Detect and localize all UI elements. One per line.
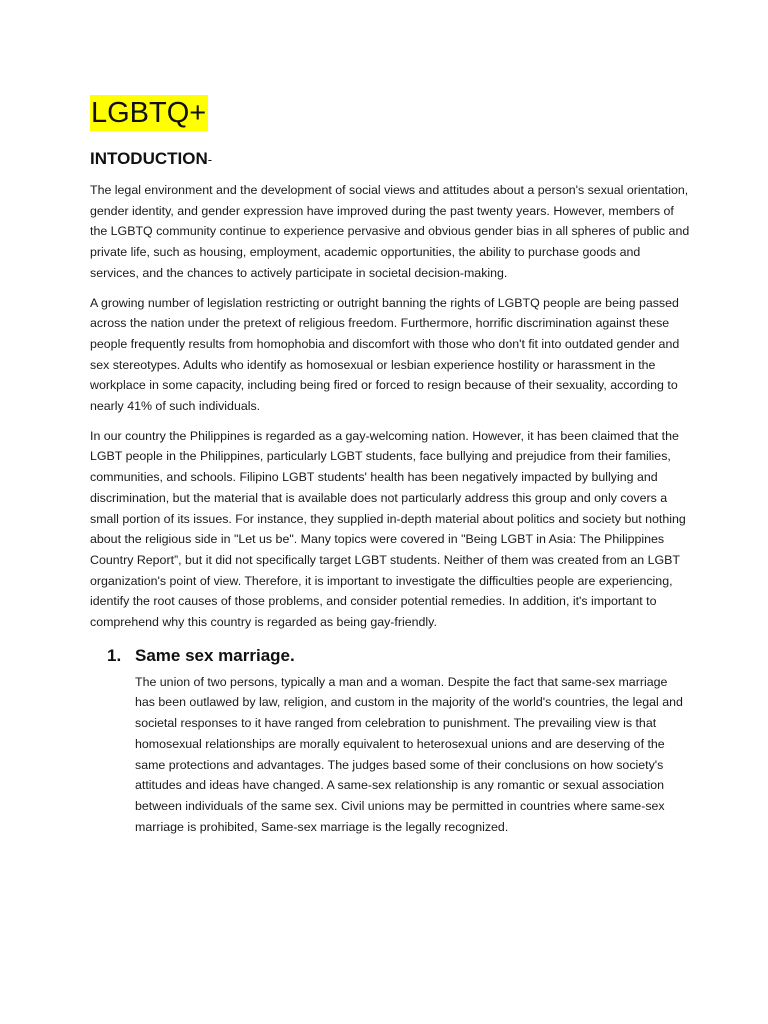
intro-paragraph-1: The legal environment and the development of social views and attitudes about a person's sexual orientation, gender identity, and gender expression have improved during the past twenty years. However, members of the LGBTQ community continue to experience pervasive and obvious gender bias in all spheres of public and private life, such as housing, employment, academic opportunities, the ability to purchase goods and services, and the chances to actively participate in societal decision-making. [90,183,690,280]
introduction-heading-dash: - [207,152,213,167]
introduction-heading [90,148,690,171]
section-heading-same-sex-marriage [107,645,690,667]
intro-paragraph-2: A growing number of legislation restricting or outright banning the rights of LGBTQ people are being passed across the nation under the pretext of religious freedom. Furthermore, horrific discrimination against these people frequently results from homophobia and discomfort with those who don't fit into outdated gender and sex stereotypes. Adults who identify as homosexual or lesbian experience hostility or harassment in the workplace in some capacity, including being fired or forced to resign because of their sexuality, according to nearly 41% of such individuals. [90,295,680,414]
section-title: Same sex marriage. [135,645,295,665]
section-paragraph-same-sex-marriage: The union of two persons, typically a man and a woman. Despite the fact that same-sex marriage has been outlawed by law, religion, and custom in the majority of the world's countries, the legal and societal responses to it have ranged from celebration to punishment. The prevailing view is that homosexual relationships are morally equivalent to heterosexual unions and are deserving of the same protections and advantages. The judges based some of their conclusions on how society's attitudes and ideas have changed. A same-sex relationship is any romantic or sexual association between individuals of the same sex. Civil unions may be permitted in countries where same-sex marriage is prohibited, Same-sex marriage is the legally recognized. [135,674,683,834]
introduction-heading-text: INTODUCTION [90,149,208,168]
document-page [90,95,690,837]
document-title: LGBTQ+ [91,97,207,129]
intro-paragraph-3: In our country the Philippines is regarded as a gay-welcoming nation. However, it has been claimed that the LGBT people in the Philippines, particularly LGBT students, face bullying and prejudice from their families, communities, and schools. Filipino LGBT students' health has been negatively impacted by bullying and discrimination, but the material that is available does not particularly address this group and only covers a small portion of its issues. For instance, they supplied in-depth material about politics and society but nothing about the religious side in "Let us be". Many topics were covered in "Being LGBT in Asia: The Philippines Country Report”, but it did not specifically target LGBT students. Neither of them was created from an LGBT organization's point of view. Therefore, it is important to investigate the difficulties people are experiencing, identify the root causes of those problems, and consider potential remedies. In addition, it's important to comprehend why this country is regarded as being gay-friendly. [90,428,686,630]
section-number: 1. [107,645,122,665]
